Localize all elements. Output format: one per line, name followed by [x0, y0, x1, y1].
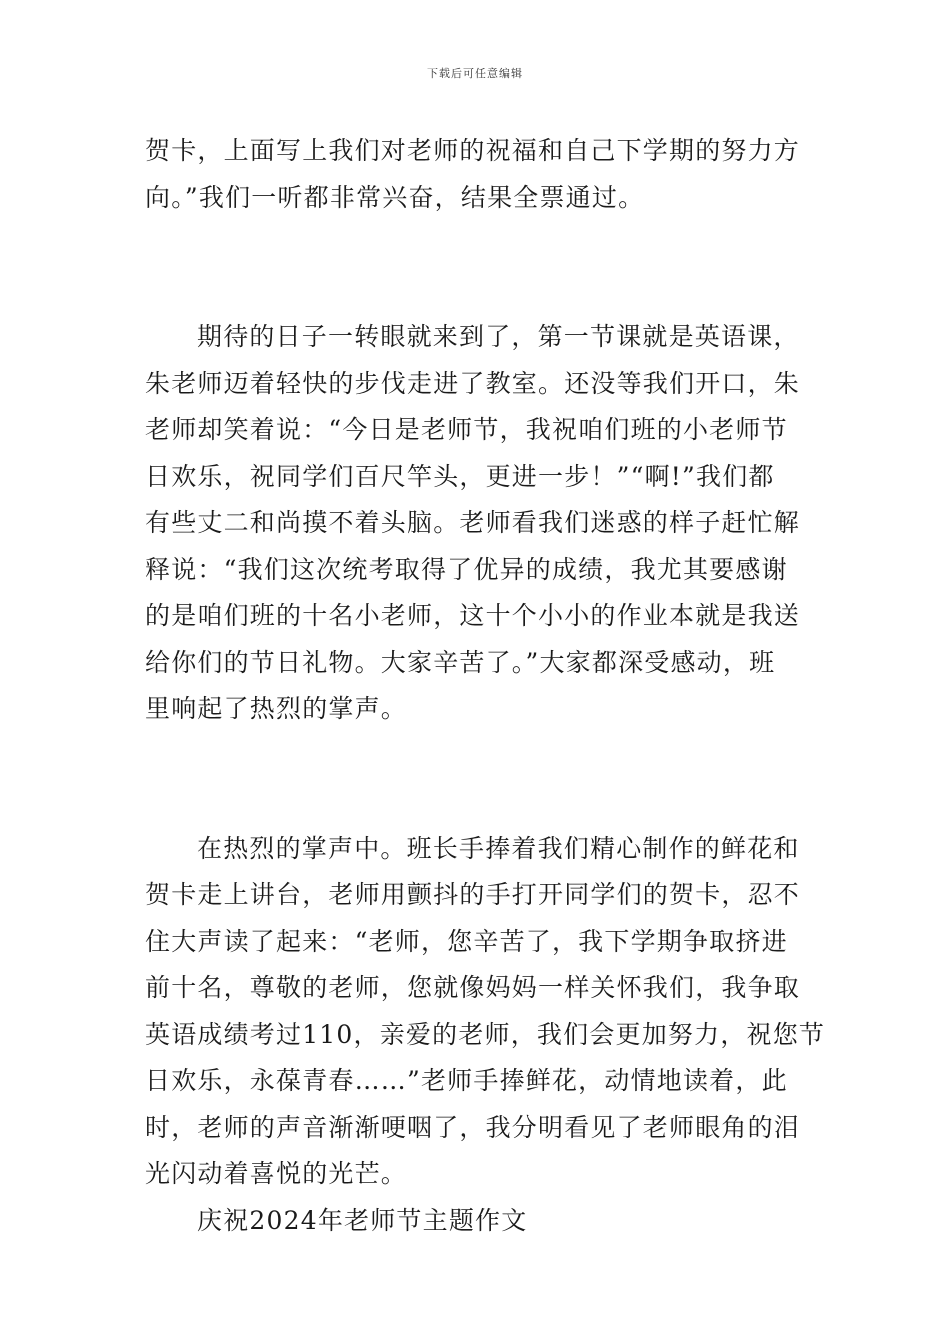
- closing-title: 庆祝2024年老师节主题作文: [197, 1205, 528, 1235]
- text-line: 贺卡走上讲台，老师用颤抖的手打开同学们的贺卡，忍不: [145, 880, 801, 909]
- paragraph-gap: [145, 733, 810, 780]
- text-line: 有些丈二和尚摸不着头脑。老师看我们迷惑的样子赶忙解: [145, 508, 801, 537]
- paragraph-gap: [145, 268, 810, 315]
- text-line: 释说：“我们这次统考取得了优异的成绩，我尤其要感谢: [145, 554, 788, 584]
- text-line: 里响起了热烈的掌声。: [145, 694, 408, 723]
- text-line: 的是咱们班的十名小老师，这十个小小的作业本就是我送: [145, 601, 801, 630]
- text-line: 给你们的节日礼物。大家辛苦了。”大家都深受感动，班: [145, 647, 776, 677]
- paragraph-2: [145, 314, 810, 733]
- text-line: 光闪动着喜悦的光芒。: [145, 1159, 408, 1188]
- paragraph-gap: [145, 779, 810, 826]
- text-line: 朱老师迈着轻快的步伐走进了教室。还没等我们开口，朱: [145, 368, 801, 398]
- text-line: 日欢乐，永葆青春……”老师手捧鲜花，动情地读着，此: [145, 1066, 788, 1095]
- text-line: 前十名，尊敬的老师，您就像妈妈一样关怀我们，我争取: [145, 973, 801, 1002]
- text-line: 时，老师的声音渐渐哽咽了，我分明看见了老师眼角的泪: [145, 1112, 801, 1142]
- paragraph-gap: [145, 221, 810, 268]
- text-line: 住大声读了起来：“老师，您辛苦了，我下学期争取挤进: [145, 926, 788, 956]
- text-line: 英语成绩考过110，亲爱的老师，我们会更加努力，祝您节: [145, 1019, 826, 1049]
- text-line: 日欢乐，祝同学们百尺竿头，更进一步！”“啊!”我们都: [145, 461, 775, 491]
- text-line: 期待的日子一转眼就来到了，第一节课就是英语课，: [197, 322, 800, 351]
- text-line: 向。”我们一听都非常兴奋，结果全票通过。: [145, 182, 645, 212]
- text-line: 贺卡，上面写上我们对老师的祝福和自己下学期的努力方: [145, 136, 801, 165]
- page-header: 下载后可任意编辑: [427, 67, 523, 80]
- paragraph-1: [145, 128, 810, 221]
- document-body: [145, 128, 826, 1244]
- text-line: 老师却笑着说：“今日是老师节，我祝咱们班的小老师节: [145, 415, 788, 444]
- paragraph-3: [145, 826, 826, 1198]
- text-line: 在热烈的掌声中。班长手捧着我们精心制作的鲜花和: [197, 833, 800, 863]
